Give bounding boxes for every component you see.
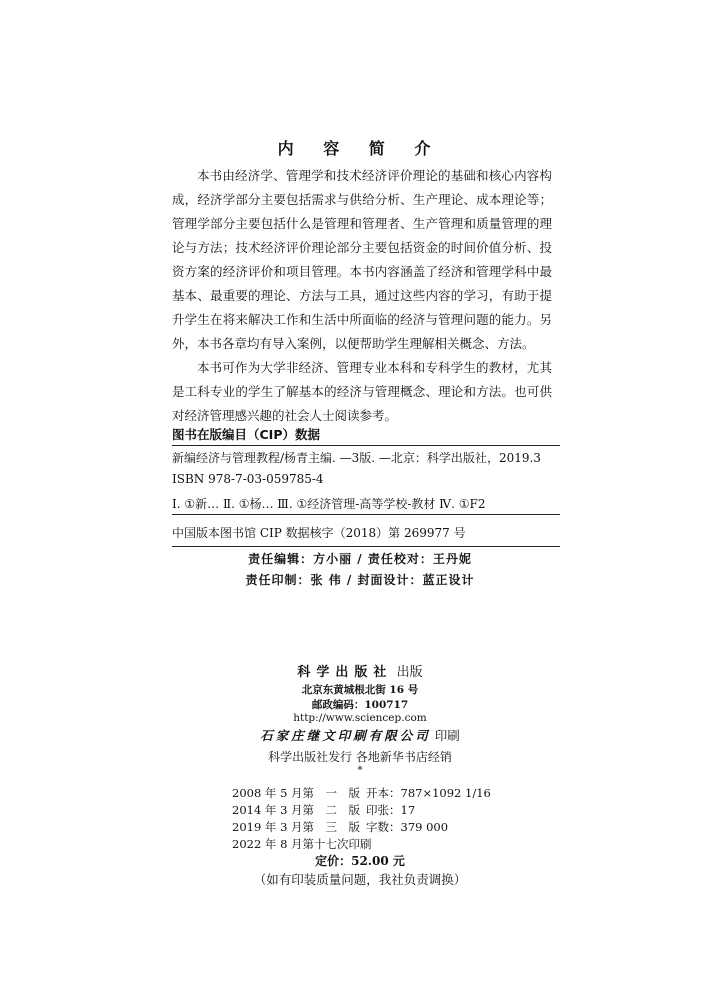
edition-row bbox=[232, 785, 491, 801]
publisher-name: 科学出版社 bbox=[297, 665, 393, 680]
price-line: 定价：52.00 元 bbox=[315, 854, 405, 868]
edition-date: 2019 年 3 月第 三 版 bbox=[232, 820, 361, 834]
printer-suffix: 印刷 bbox=[430, 728, 460, 743]
cip-classification-line: Ⅰ. ①新… Ⅱ. ①杨… Ⅲ. ①经济管理-高等学校-教材 Ⅳ. ①F2 bbox=[172, 497, 486, 511]
intro-paragraph-1: 本书由经济学、管理学和技术经济评价理论的基础和核心内容构成，经济学部分主要包括需求与供给分析、生产理论、成本理论等；管理学部分主要包括什么是管理和管理者、生产管理和质量管理的理论与方法；技术经济评价理论部分主要包括资金的时间价值分析、投资方案的经济评价和项目管理。本书内容涵盖了经济和管理学科中最基本、最重要的理论、方法与工具，通过这些内容的学习，有助于提升学生在将来解决工作和生活中所面临的经济与管理问题的能力。另外，本书各章均有导入案例，以便帮助学生理解相关概念、方法。 bbox=[172, 168, 552, 351]
cip-record-line: 中国版本图书馆 CIP 数据核字（2018）第 269977 号 bbox=[172, 526, 466, 540]
printer-line bbox=[0, 726, 720, 744]
cip-middle-rule bbox=[172, 514, 560, 515]
quality-notice: （如有印装质量问题，我社负责调换） bbox=[253, 872, 467, 887]
cip-top-rule bbox=[172, 445, 560, 446]
publisher-postcode: 邮政编码：100717 bbox=[311, 699, 409, 711]
edition-spec: 印张：17 bbox=[366, 803, 416, 817]
cip-bottom-rule bbox=[172, 546, 560, 547]
intro-paragraph-2: 本书可作为大学非经济、管理专业本科和专科学生的教材，尤其是工科专业的学生了解基本的经济与管理概念、理论和方法。也可供对经济管理感兴趣的社会人士阅读参考。 bbox=[172, 360, 552, 423]
cip-catalog-line: 新编经济与管理教程/杨青主编. —3版. —北京：科学出版社，2019.3 bbox=[172, 451, 541, 465]
edition-spec: 开本：787×1092 1/16 bbox=[366, 786, 491, 800]
edition-date: 2008 年 5 月第 一 版 bbox=[232, 786, 361, 800]
staff-editors: 责任编辑：方小丽 / 责任校对：王丹妮 bbox=[248, 552, 472, 566]
edition-row bbox=[232, 836, 372, 852]
separator-asterisk: * bbox=[357, 765, 363, 776]
printer-name: 石家庄继文印刷有限公司 bbox=[260, 728, 431, 743]
cip-heading: 图书在版编目（CIP）数据 bbox=[172, 427, 320, 442]
publisher-address: 北京东黄城根北街 16 号 bbox=[301, 684, 419, 696]
page-title: 内 容 简 介 bbox=[277, 139, 443, 158]
edition-date: 2014 年 3 月第 二 版 bbox=[232, 803, 361, 817]
edition-date: 2022 年 8 月第十七次印刷 bbox=[232, 837, 372, 851]
staff-production: 责任印制：张 伟 / 封面设计：蓝正设计 bbox=[245, 573, 475, 587]
edition-spec: 字数：379 000 bbox=[366, 820, 449, 834]
distribution-line: 科学出版社发行 各地新华书店经销 bbox=[268, 750, 452, 764]
publisher-line bbox=[0, 661, 720, 680]
publisher-suffix: 出版 bbox=[392, 665, 423, 680]
publisher-url: http://www.sciencep.com bbox=[293, 712, 427, 724]
edition-row bbox=[232, 802, 416, 818]
edition-row bbox=[232, 819, 449, 835]
cip-isbn-line: ISBN 978-7-03-059785-4 bbox=[172, 472, 324, 486]
